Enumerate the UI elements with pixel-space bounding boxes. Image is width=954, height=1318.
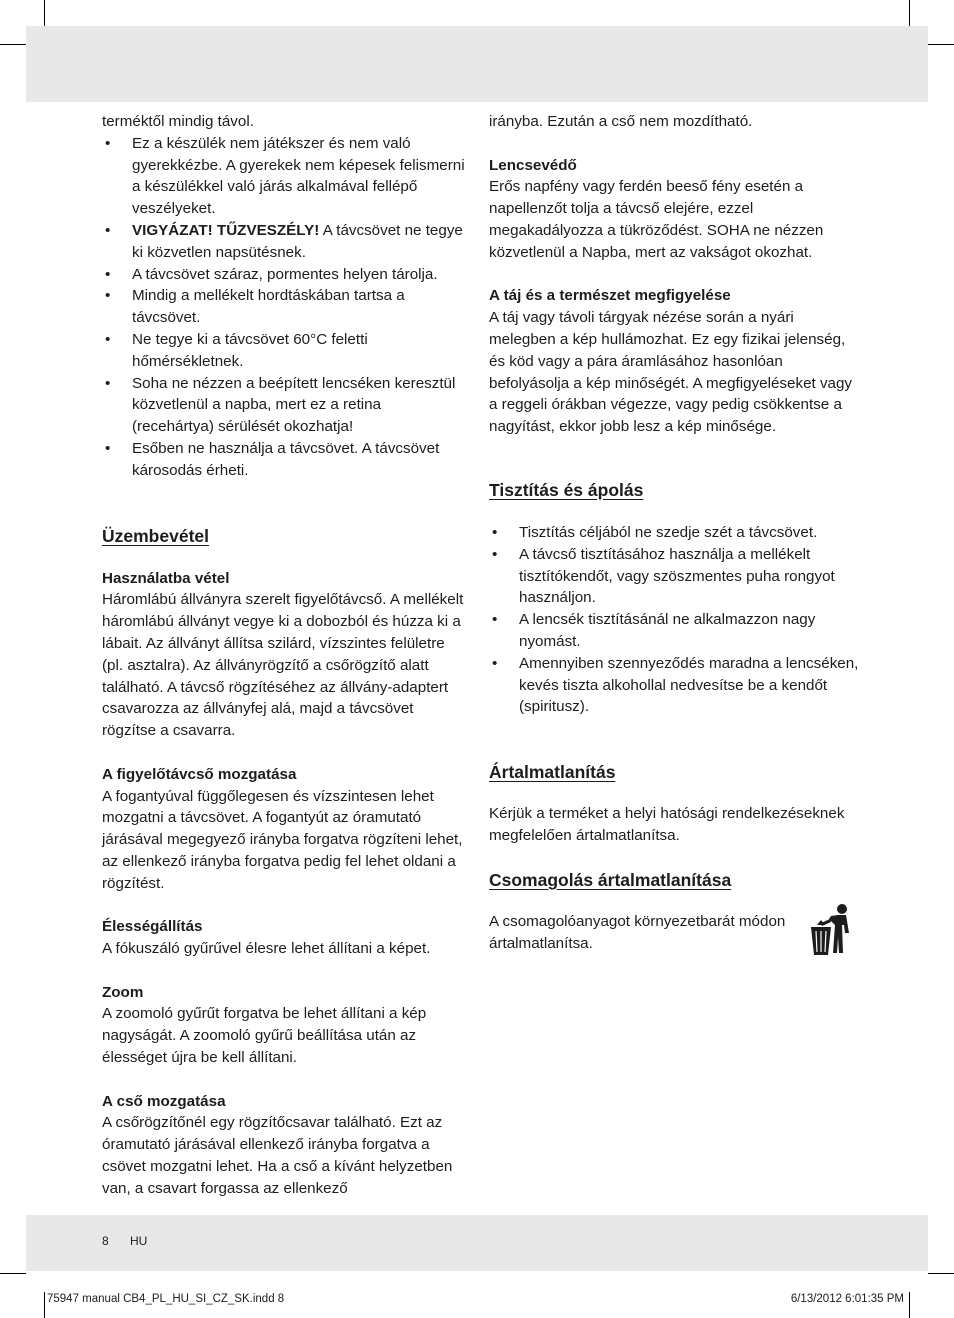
crop-mark (0, 44, 26, 45)
list-item: • Esőben ne használja a távcsövet. A távcsövet károsodás érheti. (102, 438, 466, 482)
subsection-title: Lencsevédő (489, 156, 577, 174)
subsection-title: A táj és a természet megfigyelése (489, 287, 731, 305)
right-column (489, 111, 859, 954)
subsection-body: A zoomoló gyűrűt forgatva be lehet állítani a kép nagyságát. A zoomoló gyűrű beállítása után az élességet újra be kell állítani. (102, 1005, 427, 1067)
list-item: • A lencsék tisztításánál ne alkalmazzon nagy nyomást. (489, 609, 859, 653)
crop-mark (909, 0, 910, 26)
crop-mark (909, 1292, 910, 1318)
intro-line: terméktől mindig távol. (102, 113, 254, 130)
section-title-uzembevetel: Üzembevétel (102, 525, 209, 546)
crop-mark (44, 0, 45, 26)
section-title-packaging: Csomagolás ártalmatlanítása (489, 869, 732, 890)
list-item: • VIGYÁZAT! TŰZVESZÉLY! A távcsövet ne tegye ki közvetlen napsütésnek. (102, 220, 466, 264)
header-band (26, 26, 928, 102)
list-item: • Soha ne nézzen a beépített lencséken keresztül közvetlenül a napba, mert ez a retina (recehártya) sérülését okozhatja! (102, 373, 466, 438)
list-item: • A távcső tisztításához használja a mellékelt tisztítókendőt, vagy szöszmentes puha rongyot használjon. (489, 544, 859, 609)
packaging-row (489, 911, 859, 955)
page-number: 8 (102, 1234, 109, 1248)
subsection-title: A figyelőtávcső mozgatása (102, 765, 297, 783)
list-item: • Ez a készülék nem játékszer és nem való gyerekkézbe. A gyerekek nem képesek felismerni a készülékkel való járás alkalmával fellépő veszélyeket. (102, 133, 466, 220)
list-item: • Mindig a mellékelt hordtáskában tartsa a távcsövet. (102, 285, 466, 329)
print-slug-date: 6/13/2012 6:01:35 PM (790, 1293, 904, 1305)
list-item: • A távcsövet száraz, pormentes helyen tárolja. (102, 264, 466, 286)
language-code: HU (130, 1234, 148, 1248)
subsection-title: Használatba vétel (102, 569, 230, 587)
cleaning-list (489, 522, 859, 718)
tidyman-bin-icon (809, 903, 853, 959)
print-slug-file: 75947 manual CB4_PL_HU_SI_CZ_SK.indd 8 (47, 1293, 285, 1305)
list-item: • Ne tegye ki a távcsövet 60°C feletti hőmérsékletnek. (102, 329, 466, 373)
footer-band (26, 1215, 928, 1271)
warning-label: VIGYÁZAT! TŰZVESZÉLY! (132, 221, 320, 239)
disposal-body: Kérjük a terméket a helyi hatósági rendelkezéseknek megfelelően ártalmatlanítsa. (489, 805, 845, 844)
subsection-title: A cső mozgatása (102, 1092, 226, 1110)
subsection-body: A táj vagy távoli tárgyak nézése során a nyári melegben a kép hullámozhat. Ez egy fizikai jelenség, és köd vagy a pára áramlásához hasonlóan befolyásolja a kép minőségét. A megfigyeléseket vagy a reggeli órákban végezze, vagy pedig csökkentse a nagyítást, ekkor jobb lesz a kép minősége. (489, 309, 853, 436)
subsection-body: A csőrögzítőnél egy rögzítőcsavar található. Ezt az óramutató járásával ellenkező irányba forgatva a csövet mozgatni lehet. Ha a cső a kívánt helyzetben van, a csavart forgassa az ellenkező (102, 1114, 453, 1197)
section-title-cleaning: Tisztítás és ápolás (489, 479, 644, 500)
intro-line: irányba. Ezután a cső nem mozdítható. (489, 113, 753, 130)
subsection-title: Élességállítás (102, 918, 203, 936)
subsection-title: Zoom (102, 983, 144, 1001)
list-item: • Amennyiben szennyeződés maradna a lencséken, kevés tiszta alkohollal nedvesítse be a kendőt (spiritusz). (489, 653, 859, 718)
subsection-body: A fókuszáló gyűrűvel élesre lehet állítani a képet. (102, 940, 431, 958)
crop-mark (0, 1273, 26, 1274)
subsection-body: Erős napfény vagy ferdén beeső fény esetén a napellenzőt tolja a távcső elejére, ezzel megakadályozza a tükröződést. SOHA ne nézzen közvetlenül a Napba, mert az vakságot okozhat. (489, 178, 824, 261)
crop-mark (44, 1292, 45, 1318)
left-column (102, 111, 466, 1200)
subsection-body: Háromlábú állványra szerelt figyelőtávcső. A mellékelt háromlábú állványt vegye ki a dobozból és húzza ki a lábait. Az állványt állítsa szilárd, vízszintes felületre (pl. asztalra). Az állványrögzítő a csőrögzítő alatt található. A távcső rögzítéséhez az állvány-adaptert csavarozza az állványfej alá, majd a távcsövet rögzítse a csavarra. (102, 591, 464, 740)
subsection-body: A fogantyúval függőlegesen és vízszintesen lehet mozgatni a távcsövet. A fogantyút az óramutató járásával megegyező irányba forgatva rögzíteni lehet, az ellenkező irányba forgatva pedig fel lehet oldani a rögzítést. (102, 787, 463, 892)
section-title-disposal: Ártalmatlanítás (489, 762, 616, 783)
crop-mark (928, 1273, 954, 1274)
crop-mark (928, 44, 954, 45)
packaging-body: A csomagolóanyagot környezetbarát módon ártalmatlanítsa. (489, 912, 786, 952)
safety-list (102, 133, 466, 482)
list-item: • Tisztítás céljából ne szedje szét a távcsövet. (489, 522, 859, 544)
